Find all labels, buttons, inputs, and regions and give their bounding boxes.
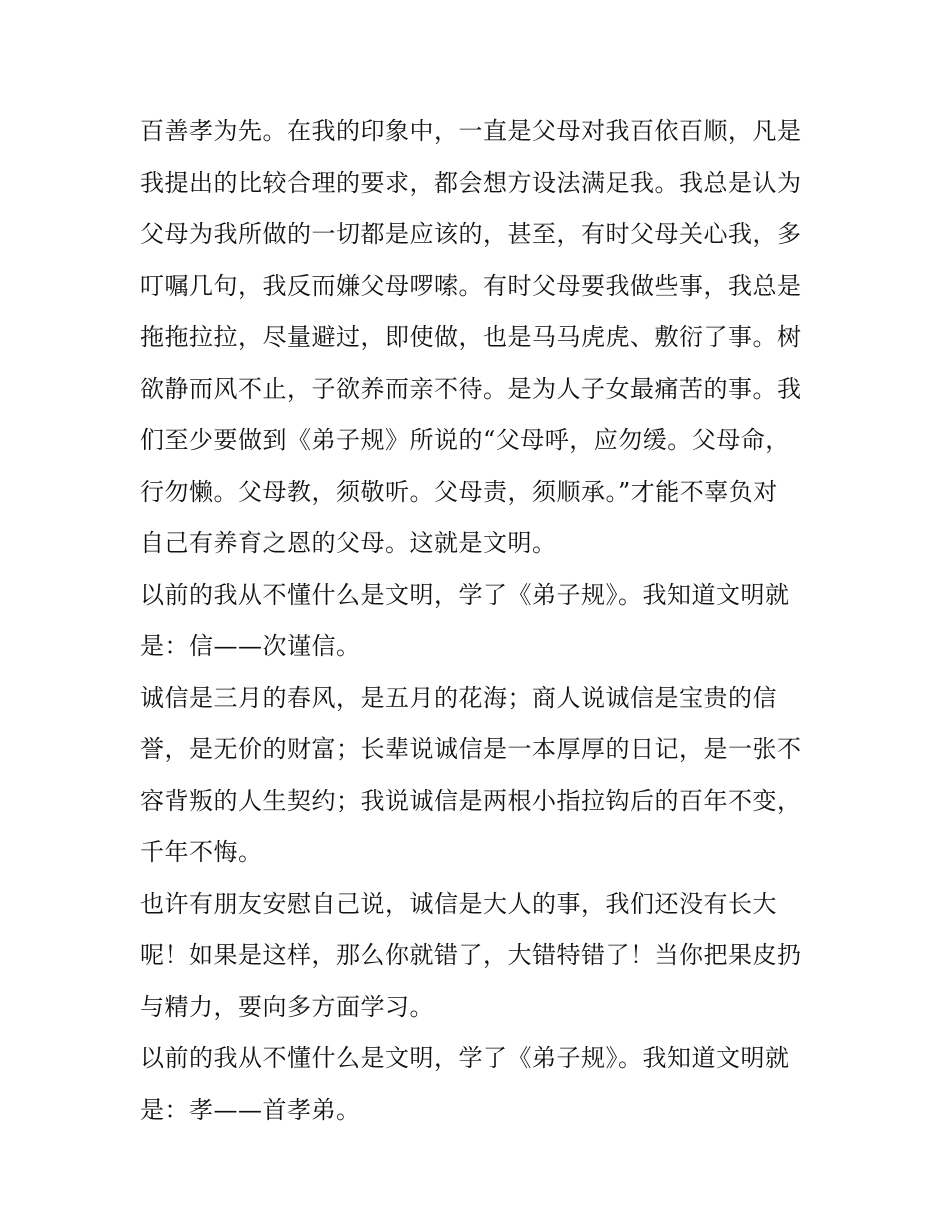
- text-line: 拖拖拉拉，尽量避过，即使做，也是马马虎虎、敷衍了事。树: [140, 323, 802, 351]
- text-line: 行勿懒。父母教，须敬听。父母责，须顺承。”才能不辜负对: [140, 477, 778, 506]
- text-line: 与精力，要向多方面学习。: [140, 992, 434, 1021]
- text-line: 父母为我所做的一切都是应该的，甚至，有时父母关心我，多: [140, 220, 802, 248]
- text-line: 是：信——次谨信。: [140, 632, 361, 660]
- text-line: 容背叛的人生契约；我说诚信是两根小指拉钩后的百年不变，: [140, 786, 802, 815]
- text-line: 叮嘱几句，我反而嫌父母啰嗦。有时父母要我做些事，我总是: [140, 271, 802, 300]
- text-line: 也许有朋友安慰自己说，诚信是大人的事，我们还没有长大: [140, 889, 777, 918]
- text-line: 百善孝为先。在我的印象中，一直是父母对我百依百顺，凡是: [140, 117, 802, 145]
- text-line: 是：孝——首孝弟。: [140, 1095, 361, 1124]
- text-line: 以前的我从不懂什么是文明，学了《弟子规》。我知道文明就: [140, 1044, 790, 1072]
- text-line: 以前的我从不懂什么是文明，学了《弟子规》。我知道文明就: [140, 580, 790, 609]
- document-body: [140, 106, 820, 1136]
- text-line: 自己有养育之恩的父母。这就是文明。: [140, 529, 557, 557]
- text-line: 欲静而风不止，子欲养而亲不待。是为人子女最痛苦的事。我: [140, 374, 802, 403]
- text-line: 我提出的比较合理的要求，都会想方设法满足我。我总是认为: [140, 168, 802, 197]
- text-line: 们至少要做到《弟子规》所说的“父母呼，应勿缓。父母命，: [140, 426, 790, 454]
- text-line: 诚信是三月的春风，是五月的花海；商人说诚信是宝贵的信: [140, 683, 777, 712]
- text-line: 千年不悔。: [140, 838, 263, 866]
- text-line: 呢！如果是这样，那么你就错了，大错特错了！当你把果皮扔: [140, 941, 802, 969]
- text-line: 誉，是无价的财富；长辈说诚信是一本厚厚的日记，是一张不: [140, 735, 802, 763]
